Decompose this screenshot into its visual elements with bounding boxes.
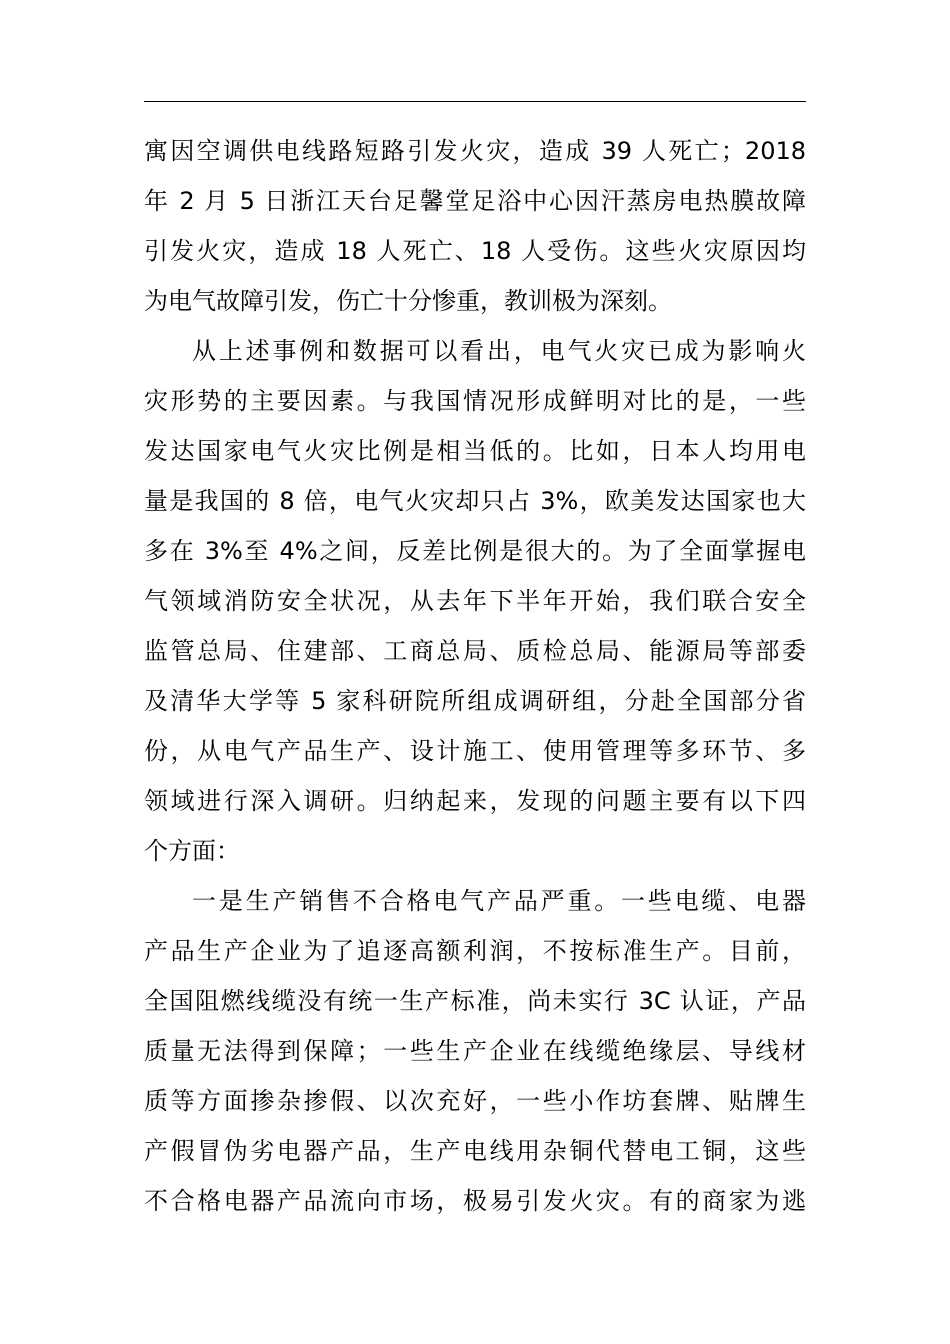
text-line: 全国阻燃线缆没有统一生产标准，尚未实行 3C 认证，产品 <box>144 987 806 1015</box>
text-line: 气领域消防安全状况，从去年下半年开始，我们联合安全 <box>144 587 806 615</box>
paragraph-first-line: 从上述事例和数据可以看出，电气火灾已成为影响火 <box>192 337 806 365</box>
text-line: 量是我国的 8 倍，电气火灾却只占 3%，欧美发达国家也大 <box>144 487 806 515</box>
paragraph-first-line: 一是生产销售不合格电气产品严重。一些电缆、电器 <box>192 887 806 915</box>
text-line: 产假冒伪劣电器产品，生产电线用杂铜代替电工铜，这些 <box>144 1137 806 1165</box>
text-line: 及清华大学等 5 家科研院所组成调研组，分赴全国部分省 <box>144 687 806 715</box>
text-line: 质等方面掺杂掺假、以次充好，一些小作坊套牌、贴牌生 <box>144 1087 806 1115</box>
text-line: 个方面： <box>144 837 240 865</box>
text-line: 寓因空调供电线路短路引发火灾，造成 39 人死亡；2018 <box>144 137 806 165</box>
text-line: 发达国家电气火灾比例是相当低的。比如，日本人均用电 <box>144 437 806 465</box>
text-line: 监管总局、住建部、工商总局、质检总局、能源局等部委 <box>144 637 806 665</box>
text-line: 领域进行深入调研。归纳起来，发现的问题主要有以下四 <box>144 787 806 815</box>
text-line: 质量无法得到保障；一些生产企业在线缆绝缘层、导线材 <box>144 1037 806 1065</box>
text-line: 为电气故障引发，伤亡十分惨重，教训极为深刻。 <box>144 287 672 315</box>
text-line: 不合格电器产品流向市场，极易引发火灾。有的商家为逃 <box>144 1187 806 1215</box>
body-text <box>144 126 806 1226</box>
text-line: 份，从电气产品生产、设计施工、使用管理等多环节、多 <box>144 737 806 765</box>
text-line: 灾形势的主要因素。与我国情况形成鲜明对比的是，一些 <box>144 387 806 415</box>
text-line: 产品生产企业为了追逐高额利润，不按标准生产。目前， <box>144 937 806 965</box>
text-line: 引发火灾，造成 18 人死亡、18 人受伤。这些火灾原因均 <box>144 237 806 265</box>
text-line: 多在 3%至 4%之间，反差比例是很大的。为了全面掌握电 <box>144 537 806 565</box>
text-line: 年 2 月 5 日浙江天台足馨堂足浴中心因汗蒸房电热膜故障 <box>144 187 806 215</box>
header-rule <box>144 101 806 102</box>
